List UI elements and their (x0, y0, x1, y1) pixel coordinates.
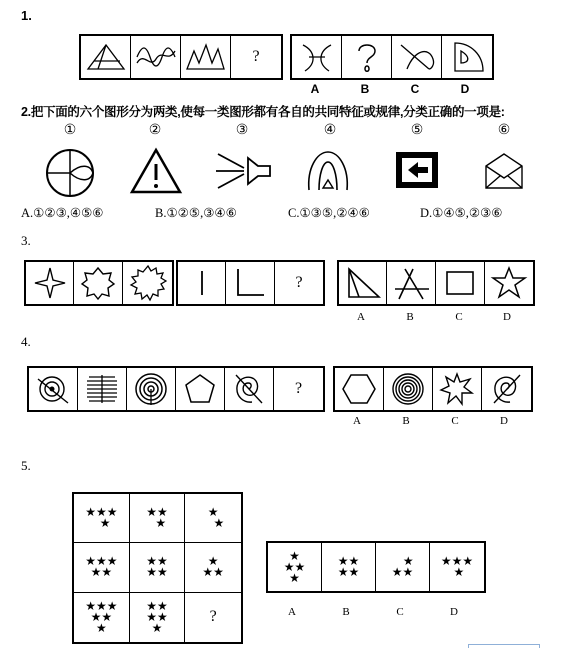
q3-figure-2 (74, 262, 123, 304)
q4-option-d-figure (482, 368, 531, 410)
q4-option-label-d: D (500, 415, 508, 427)
page-edge-frame (468, 644, 540, 648)
q2-option-c: C.①③⑤,②④⑥ (288, 206, 370, 220)
q3-figure-5 (226, 262, 275, 304)
q1-number: 1. (21, 8, 32, 23)
q3-strip-1 (24, 260, 174, 306)
q5-grid-cell-7: ★★★ ★★ ★ (74, 593, 130, 642)
q5-grid-cell-2: ★★ ★ (130, 494, 186, 543)
q4-options-strip (333, 366, 533, 412)
q5-option-label-c: C (396, 606, 404, 618)
q2-figure-number-2: ② (148, 123, 162, 138)
q3-option-d-figure (485, 262, 533, 304)
q5-option-b-figure: ★★ ★★ (322, 543, 376, 591)
question-mark: ? (295, 274, 303, 291)
q4-figure-1 (29, 368, 78, 410)
q2-figure-6-envelope (482, 150, 526, 192)
q2-figure-number-1: ① (63, 123, 77, 138)
q5-option-c-figure: ★ ★★ (376, 543, 430, 591)
q3-option-b-figure (387, 262, 436, 304)
q1-option-d-figure (442, 36, 492, 78)
q3-option-label-a: A (357, 311, 365, 323)
q4-option-c-figure (433, 368, 482, 410)
q1-option-label-a: A (310, 82, 320, 96)
q4-option-a-figure (335, 368, 384, 410)
q4-figure-3 (127, 368, 176, 410)
q5-option-label-d: D (450, 606, 458, 618)
q5-option-label-a: A (288, 606, 296, 618)
q5-grid-cell-8: ★★ ★★ ★ (130, 593, 186, 642)
q2-figure-3-horn (214, 148, 274, 194)
q3-option-label-c: C (455, 311, 463, 323)
q1-sequence-strip (79, 34, 283, 80)
q2-option-a: A.①②③,④⑤⑥ (21, 206, 104, 220)
q1-figure-1 (81, 36, 131, 78)
q4-option-label-c: C (451, 415, 459, 427)
q3-option-a-figure (339, 262, 387, 304)
q1-option-b-figure (342, 36, 392, 78)
q5-options-strip (266, 541, 486, 593)
q1-question-cell (231, 36, 281, 78)
q4-figure-4 (176, 368, 225, 410)
q3-number: 3. (21, 233, 31, 248)
q5-grid-cell-1: ★★★ ★ (74, 494, 130, 543)
q1-figure-2 (131, 36, 181, 78)
q4-figure-5 (225, 368, 274, 410)
q4-number: 4. (21, 334, 31, 349)
q2-figure-number-4: ④ (323, 123, 337, 138)
q2-figure-number-3: ③ (235, 123, 249, 138)
q2-figure-4-arch (303, 148, 353, 194)
q5-grid-cell-6: ★ ★★ (185, 543, 241, 592)
question-mark: ? (294, 380, 303, 397)
q3-option-label-d: D (503, 311, 511, 323)
q1-option-a-figure (292, 36, 342, 78)
q1-option-label-c: C (410, 82, 420, 96)
q5-option-label-b: B (342, 606, 350, 618)
q2-stem: 2.把下面的六个图形分为两类,使每一类图形都有各自的共同特征或规律,分类正确的一项是: (21, 105, 505, 119)
question-mark: ? (209, 608, 217, 626)
q5-option-a-figure: ★ ★★ ★ (268, 543, 322, 591)
q5-option-d-figure: ★★★ ★ (440, 554, 474, 579)
q2-figure-5-exit (394, 150, 440, 190)
q4-option-label-a: A (353, 415, 361, 427)
q1-options-strip (290, 34, 494, 80)
q5-number: 5. (21, 458, 31, 473)
q2-figure-number-6: ⑥ (497, 123, 511, 138)
q1-option-label-d: D (460, 82, 470, 96)
q1-option-label-b: B (360, 82, 370, 96)
q5-grid-cell-4: ★★★ ★★ (74, 543, 130, 592)
q3-figure-1 (26, 262, 74, 304)
question-mark: ? (252, 48, 260, 65)
q5-grid-cell-5: ★★ ★★ (130, 543, 186, 592)
q3-strip-2 (176, 260, 325, 306)
q2-figure-2-warning (128, 146, 184, 196)
q4-question-cell (274, 368, 323, 410)
q2-figure-1-circle (40, 146, 100, 200)
q4-option-label-b: B (402, 415, 410, 427)
q1-option-c-figure (392, 36, 442, 78)
q2-figure-number-5: ⑤ (410, 123, 424, 138)
q1-figure-3 (181, 36, 231, 78)
q3-figure-3 (123, 262, 172, 304)
q4-figure-2 (78, 368, 127, 410)
q5-question-cell (185, 593, 241, 642)
q5-star-grid (72, 492, 243, 644)
q4-option-b-figure (384, 368, 433, 410)
q3-options-strip (337, 260, 535, 306)
q2-option-b: B.①②⑤,③④⑥ (155, 206, 237, 220)
q2-option-d: D.①④⑤,②③⑥ (420, 206, 503, 220)
q3-option-c-figure (436, 262, 485, 304)
q3-figure-4 (178, 262, 226, 304)
q3-question-cell (275, 262, 323, 304)
q4-sequence-strip (27, 366, 325, 412)
q3-option-label-b: B (406, 311, 414, 323)
q5-grid-cell-3: ★ ★ (185, 494, 241, 543)
